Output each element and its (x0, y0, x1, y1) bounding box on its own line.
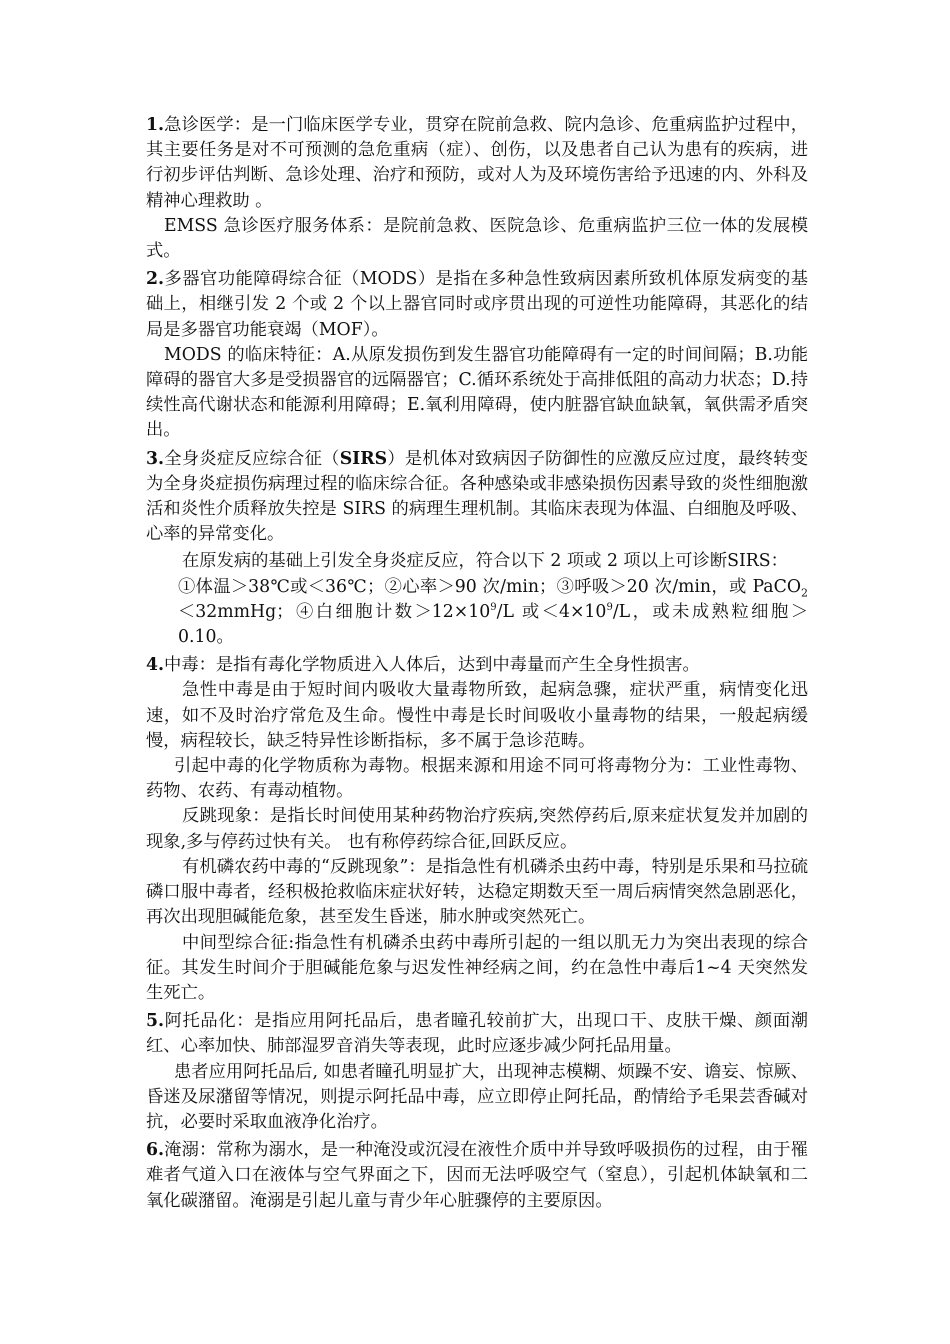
op-rebound-text: 有机磷农药中毒的“反跳现象”：是指急性有机磷杀虫药中毒，特别是乐果和马拉硫磷口服中毒者，经积极抢救临床症状好转，达稳定期数天至一周后病情突然急剧恶化，再次出现胆碱能危象，甚至发生昏迷，肺水肿或突然死亡。 (146, 856, 808, 928)
mods-definition-post: ）。 (362, 319, 389, 340)
sirs-criteria-b: ＜32mmHg；④白细胞计数＞12×10 (178, 601, 491, 622)
section-5-paragraph (146, 1009, 808, 1059)
section-6-paragraph (146, 1138, 808, 1214)
mods-definition-pre: 多器官功能障碍综合征（ (164, 269, 360, 290)
acute-poisoning-paragraph (146, 678, 808, 754)
op-rebound-paragraph (146, 855, 808, 931)
section-number: 6. (146, 1140, 165, 1161)
poisoning-definition: 中毒：是指有毒化学物质进入人体后，达到中毒量而产生全身性损害。 (164, 655, 700, 676)
ims-paragraph (146, 931, 808, 1007)
sirs-criteria-intro-paragraph (146, 549, 808, 574)
rebound-paragraph (146, 804, 808, 854)
atropinization-definition: 阿托品化：是指应用阿托品后，患者瞳孔较前扩大，出现口干、皮肤干燥、颜面潮红、心率加快、肺部湿罗音消失等表现，此时应逐步减少阿托品用量。 (146, 1011, 808, 1057)
sirs-term: SIRS (339, 448, 388, 469)
emss-paragraph (146, 214, 808, 264)
drowning-definition: 淹溺：常称为溺水，是一种淹没或沉浸在液性介质中并导致呼吸损伤的过程，由于罹难者气道入口在液体与空气界面之下，因而无法呼吸空气（窒息），引起机体缺氧和二氧化碳潴留。淹溺是引起儿童与青少年心脏骤停的主要原因。 (146, 1140, 808, 1211)
rebound-text: 反跳现象：是指长时间使用某种药物治疗疾病,突然停药后,原来症状复发并加剧的现象,多与停药过快有关。 也有称停药综合征,回跃反应。 (146, 806, 808, 852)
sirs-criteria-c: /L 或＜4×10 (496, 601, 607, 622)
toxin-paragraph (146, 754, 808, 804)
section-number: 2. (146, 269, 165, 290)
section-2-paragraph (146, 267, 808, 343)
exponent-9: 9 (606, 602, 613, 614)
paco2-subscript: 2 (801, 586, 808, 600)
sirs-definition-post: ）是机体对致病因子防御性的应激反应过度，最终转变为全身炎症损伤病理过程的临床综合征。各种感染或非感染损伤因素导致的炎性细胞激活和炎性介质释放失控是 SIRS 的病理生理机制。其临床表现为体温、白细胞及呼吸、心率的异常变化。 (146, 448, 808, 545)
mods-term: MODS (359, 269, 418, 290)
sirs-criteria-a: ①体温＞38℃或＜36℃；②心率＞90 次/min；③呼吸＞20 次/min，或 PaCO (178, 576, 801, 597)
toxin-text: 引起中毒的化学物质称为毒物。根据来源和用途不同可将毒物分为：工业性毒物、药物、农药、有毒动植物。 (146, 756, 808, 802)
section-number: 4. (146, 655, 165, 676)
section-number: 3. (146, 448, 165, 469)
sirs-criteria-list (146, 575, 808, 651)
section-4-paragraph (146, 653, 808, 678)
mods-features-paragraph (146, 343, 808, 444)
ims-text: 中间型综合征:指急性有机磷杀虫药中毒所引起的一组以肌无力为突出表现的综合征。其发生时间介于胆碱能危象与迟发性神经病之间，约在急性中毒后1~4 天突然发生死亡。 (146, 932, 808, 1003)
sirs-criteria-d: /L，或未成熟粒细胞＞0.10。 (178, 601, 808, 648)
emss-definition: EMSS 急诊医疗服务体系：是院前急救、医院急诊、危重病监护三位一体的发展模式。 (146, 215, 808, 262)
section-number: 1. (146, 115, 165, 135)
sirs-criteria-intro: 在原发病的基础上引发全身炎症反应，符合以下 2 项或 2 项以上可诊断SIRS： (182, 551, 788, 572)
mof-term: MOF (318, 319, 363, 340)
atropine-toxicity-text: 患者应用阿托品后, 如患者瞳孔明显扩大，出现神志模糊、烦躁不安、谵妄、惊厥、昏迷及尿潴留等情况，则提示阿托品中毒，应立即停止阿托品，酌情给予毛果芸香碱对抗，必要时采取血液净化治疗。 (146, 1061, 808, 1132)
section-1-paragraph (146, 113, 808, 214)
mods-definition-mid: ）是指在多种急性致病因素所致机体原发病变的基础上，相继引发 2 个或 2 个以上器官同时或序贯出现的可逆性功能障碍，其恶化的结局是多器官功能衰竭（ (146, 269, 808, 340)
acute-poisoning-text: 急性中毒是由于短时间内吸收大量毒物所致，起病急骤，症状严重，病情变化迅速，如不及时治疗常危及生命。慢性中毒是长时间吸收小量毒物的结果，一般起病缓慢，病程较长，缺乏特异性诊断指标，多不属于急诊范畴。 (146, 680, 808, 751)
section-number: 5. (146, 1011, 165, 1032)
mods-features: MODS 的临床特征：A.从原发损伤到发生器官功能障碍有一定的时间间隔；B.功能障碍的器官大多是受损器官的远隔器官；C.循环系统处于高排低阻的高动力状态；D.持续性高代谢状态和能源利用障碍；E.氧利用障碍，使内脏器官缺血缺氧，氧供需矛盾突出。 (146, 344, 808, 441)
section-1-definition: 急诊医学：是一门临床医学专业，贯穿在院前急救、院内急诊、危重病监护过程中，其主要任务是对不可预测的急危重病（症）、创伤，以及患者自己认为患有的疾病，进行初步评估判断、急诊处理、治疗和预防，或对人为及环境伤害给予迅速的内、外科及精神心理救助 。 (146, 115, 808, 211)
sirs-definition-pre: 全身炎症反应综合征（ (164, 448, 340, 469)
exponent-9: 9 (490, 602, 497, 614)
atropine-toxicity-paragraph (146, 1060, 808, 1136)
section-3-paragraph (146, 447, 808, 548)
